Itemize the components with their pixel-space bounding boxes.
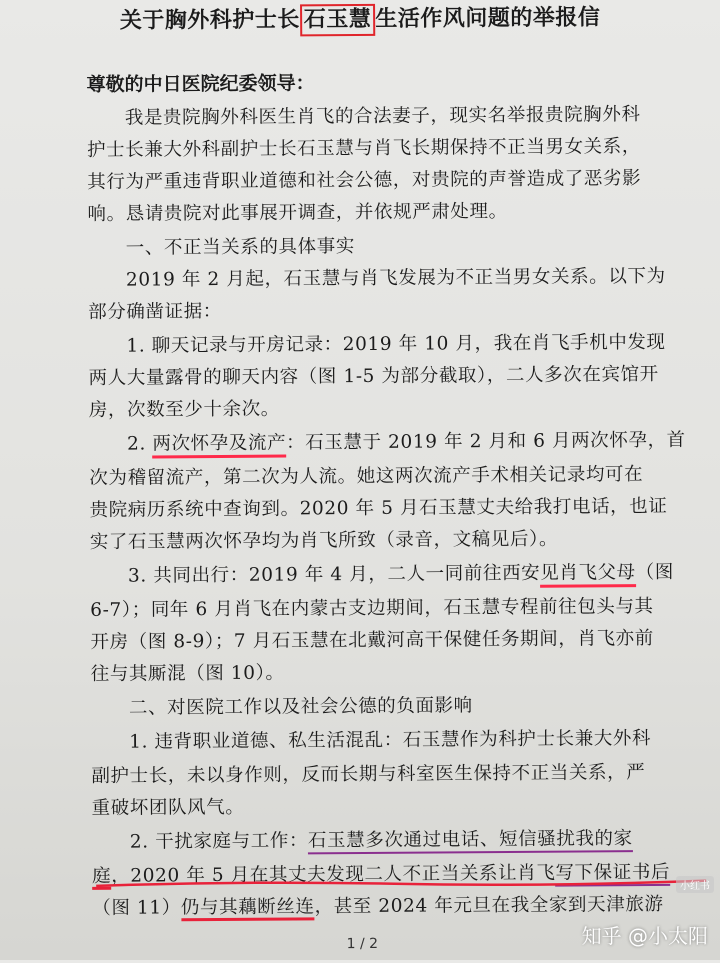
highlight-underline: 写下保证书后 xyxy=(555,862,670,887)
section-heading: 一、不正当关系的具体事实 xyxy=(125,236,355,259)
line-text: ：石玉慧于 2019 年 2 月和 6 月两次怀孕，首 xyxy=(286,429,686,454)
highlight-underline: 仍与其藕断丝连 xyxy=(181,896,315,921)
body-line xyxy=(92,890,663,920)
watermark-zhihu: 知乎 @小太阳 xyxy=(581,924,708,948)
highlight-underline: 见肖飞父母 xyxy=(540,562,636,588)
title-suffix: 生活作风问题的举报信 xyxy=(375,5,601,32)
body-line: 护士长兼大外科副护士长石玉慧与肖飞长期保持不正当男女关系， xyxy=(86,136,642,161)
body-line: 重破坏团队风气。 xyxy=(91,796,245,819)
item-number: 2. xyxy=(127,433,153,455)
body-line xyxy=(130,824,633,854)
body-line: 2019 年 2 月起，石玉慧与肖飞发展为不正当男女关系。以下为 xyxy=(125,265,666,291)
body-line: 实了石玉慧两次怀孕均为肖飞所致（录音，文稿见后）。 xyxy=(89,528,559,553)
line-text: （图 11） xyxy=(92,897,181,919)
highlight-underline: 两次怀孕及流产 xyxy=(152,433,286,459)
body-line: 1. 违背职业道德、私生活混乱：石玉慧作为科护士长兼大外科 xyxy=(129,727,652,753)
body-line: 贵院病历系统中查询到。2020 年 5 月石玉慧丈夫给我打电话，也证 xyxy=(89,495,668,521)
line-text: 2. 干扰家庭与工作： xyxy=(129,830,309,853)
body-line: 次为稽留流产，第二次为人流。她这两次流产手术相关记录均可在 xyxy=(89,464,644,489)
section-heading: 二、对医院工作以及社会公德的负面影响 xyxy=(128,695,473,719)
body-line: 副护士长，未以身作则，反而长期与科室医生保持不正当关系，严 xyxy=(91,762,646,787)
body-line: 开房（图 8-9）；7 月石玉慧在北戴河高干保健任务期间，肖飞亦前 xyxy=(90,627,654,653)
body-line: 我是贵院胸外科医生肖飞的合法妻子，现实名举报贵院胸外科 xyxy=(124,104,641,129)
body-line xyxy=(128,558,674,588)
body-line: 部分确凿证据： xyxy=(88,300,222,323)
body-line: 往与其厮混（图 10）。 xyxy=(90,662,285,685)
highlight-underline: 石玉慧多次通过电话、短信骚扰我的家 xyxy=(308,828,633,854)
title-prefix: 关于胸外科护士长 xyxy=(119,7,300,34)
body-line xyxy=(127,426,686,456)
body-line: 响。恳请贵院对此事展开调查，并依规严肃处理。 xyxy=(87,200,508,225)
body-line: 两人大量露骨的聊天内容（图 1-5 为部分截取），二人多次在宾馆开 xyxy=(88,363,659,389)
body-line: 房，次数至少十余次。 xyxy=(88,398,280,421)
title-name-boxed: 石玉慧 xyxy=(300,4,376,37)
body-line: 1. 聊天记录与开房记录：2019 年 10 月，我在肖飞手机中发现 xyxy=(126,331,666,357)
body-line: 其行为严重违背职业道德和社会公德，对贵院的声誉造成了恶劣影 xyxy=(87,168,642,193)
line-text: 3. 共同出行：2019 年 4 月，二人一同前往西安 xyxy=(127,562,541,587)
page-title xyxy=(0,0,720,39)
line-text: ，2020 年 5 月在其丈夫发现二人不正当关系让肖飞 xyxy=(111,862,556,887)
line-text: （图 xyxy=(635,561,675,584)
body-line: 6-7）；同年 6 月肖飞在内蒙古支边期间，石玉慧专程前往包头与其 xyxy=(90,595,654,621)
page-number: 1 / 2 xyxy=(346,935,379,953)
line-text: ，甚至 2024 年元旦在我全家到天津旅游 xyxy=(314,893,664,918)
salutation: 尊敬的中日医院纪委领导： xyxy=(86,72,315,96)
watermark-badge: 小红书 xyxy=(676,876,714,893)
highlight-underline: 庭 xyxy=(92,866,111,890)
